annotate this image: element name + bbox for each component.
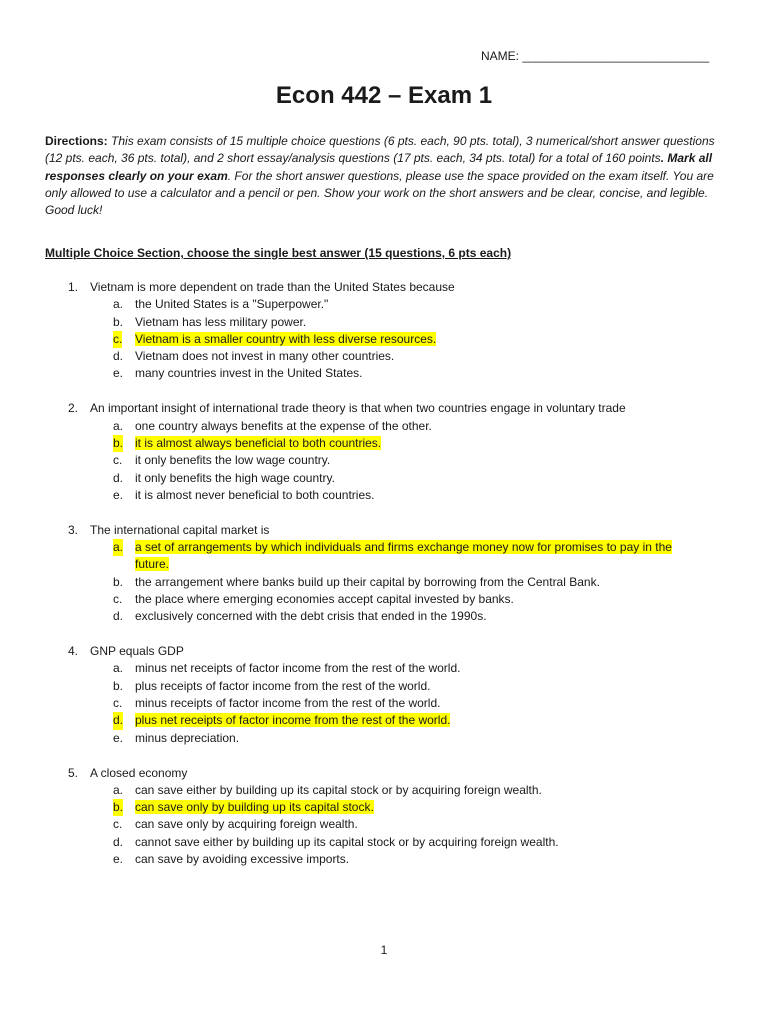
choice-letter: c. <box>113 331 122 348</box>
choice-text: minus depreciation. <box>135 730 240 745</box>
name-field-label: NAME: ____________________________ <box>481 49 710 63</box>
choice-letter: a. <box>113 297 124 312</box>
question-text: GNP equals GDP <box>90 644 184 659</box>
directions-text-1: This exam consists of 15 multiple choice questions (6 pts. each, 90 pts. total), 3 numerical/short answer questions (12 pts. each, 36 pts. total), and 2 short essay/analysis questions (17 pts. each, 34 pts. total) for a total of 160 points <box>45 134 715 166</box>
choice-letter: b. <box>113 435 123 452</box>
question-text: The international capital market is <box>90 522 270 537</box>
answer-choices <box>0 782 768 868</box>
choice-letter: d. <box>113 834 124 849</box>
choice-letter: e. <box>113 851 124 866</box>
directions-emphasis: . Mark all responses clearly on your exam <box>45 151 713 183</box>
question-text: Vietnam is more dependent on trade than the United States because <box>90 280 455 294</box>
answer-choices <box>0 418 768 504</box>
choice-text: it is almost never beneficial to both countries. <box>135 487 375 502</box>
answer-choices <box>0 660 768 746</box>
choice-text: the arrangement where banks build up their capital by borrowing from the Central Bank. <box>135 574 600 589</box>
answer-choice <box>0 470 768 487</box>
choice-letter: c. <box>113 696 123 711</box>
choice-text: plus receipts of factor income from the rest of the world. <box>135 678 431 693</box>
answer-choice <box>0 314 768 331</box>
choice-letter: e. <box>113 730 124 745</box>
question-3 <box>0 522 768 626</box>
answer-choice <box>0 574 768 591</box>
directions-label: Directions: <box>45 134 108 148</box>
choice-text: one country always benefits at the expense of the other. <box>135 418 432 433</box>
choice-text: many countries invest in the United States. <box>135 366 363 381</box>
answer-choice <box>0 418 768 435</box>
question-text: A closed economy <box>90 765 188 780</box>
answer-choice <box>0 695 768 712</box>
question-stem <box>0 279 768 296</box>
answer-choice <box>0 730 768 747</box>
exam-title: Econ 442 – Exam 1 <box>275 82 493 109</box>
choice-text: minus net receipts of factor income from the rest of the world. <box>135 661 461 676</box>
answer-choice-highlighted <box>0 331 768 348</box>
section-heading: Multiple Choice Section, choose the single best answer (15 questions, 6 pts each) <box>45 246 512 260</box>
choice-letter: e. <box>113 487 124 502</box>
question-stem <box>0 522 768 539</box>
choice-text: Vietnam has less military power. <box>135 314 307 329</box>
choice-letter: a. <box>113 661 124 676</box>
choice-text: cannot save either by building up its capital stock or by acquiring foreign wealth. <box>135 834 559 849</box>
question-2 <box>0 400 768 504</box>
answer-choice <box>0 834 768 851</box>
choice-letter: c. <box>113 453 123 468</box>
question-stem <box>0 643 768 660</box>
answer-choice <box>0 782 768 799</box>
question-number: 4. <box>68 644 79 659</box>
question-5 <box>0 765 768 869</box>
answer-choice-highlighted <box>0 799 768 816</box>
answer-choice <box>0 365 768 382</box>
answer-choice <box>0 296 768 313</box>
question-number: 2. <box>68 401 79 416</box>
choice-text: a set of arrangements by which individuals and firms exchange money now for promises to pay in the future. <box>135 540 672 572</box>
choice-text: plus net receipts of factor income from the rest of the world. <box>135 713 451 728</box>
choice-letter: c. <box>113 591 123 606</box>
question-stem <box>0 400 768 417</box>
question-1 <box>0 279 768 383</box>
choice-letter: d. <box>113 712 123 729</box>
answer-choice <box>0 608 768 625</box>
answer-choice <box>0 348 768 365</box>
question-text: An important insight of international trade theory is that when two countries engage in voluntary trade <box>90 401 626 416</box>
question-number: 1. <box>68 280 79 294</box>
page-number: 1 <box>380 943 388 957</box>
choice-letter: d. <box>113 470 124 485</box>
choice-text: exclusively concerned with the debt crisis that ended in the 1990s. <box>135 609 487 624</box>
choice-letter: b. <box>113 799 123 816</box>
answer-choice <box>0 816 768 833</box>
answer-choice <box>0 660 768 677</box>
choice-text: it is almost always beneficial to both countries. <box>135 435 382 450</box>
answer-choice <box>0 678 768 695</box>
choice-text: the place where emerging economies accept capital invested by banks. <box>135 591 514 606</box>
choice-text: Vietnam is a smaller country with less diverse resources. <box>135 331 437 346</box>
choice-letter: b. <box>113 574 124 589</box>
directions-text-2: . For the short answer questions, please use the space provided on the exam itself. You are only allowed to use a calculator and a pencil or pen. Show your work on the short answers and be clear, concise, and legible. Good luck! <box>45 168 714 218</box>
question-list <box>0 279 768 886</box>
choice-letter: c. <box>113 817 123 832</box>
answer-choice <box>0 591 768 608</box>
choice-text: it only benefits the low wage country. <box>135 453 331 468</box>
question-number: 3. <box>68 522 79 537</box>
directions-paragraph <box>45 133 725 219</box>
answer-choice-highlighted <box>0 712 768 729</box>
choice-letter: d. <box>113 609 124 624</box>
choice-letter: d. <box>113 349 124 364</box>
choice-text: Vietnam does not invest in many other countries. <box>135 349 395 364</box>
question-number: 5. <box>68 765 79 780</box>
answer-choice-highlighted <box>0 539 768 574</box>
choice-text: can save only by building up its capital stock. <box>135 800 374 815</box>
choice-letter: b. <box>113 314 124 329</box>
choice-letter: a. <box>113 418 124 433</box>
choice-text: the United States is a "Superpower." <box>135 297 329 312</box>
answer-choices <box>0 296 768 382</box>
choice-letter: a. <box>113 539 123 556</box>
choice-letter: e. <box>113 366 124 381</box>
choice-text: can save either by building up its capital stock or by acquiring foreign wealth. <box>135 782 542 797</box>
question-4 <box>0 643 768 747</box>
choice-letter: b. <box>113 678 124 693</box>
choice-text: can save by avoiding excessive imports. <box>135 851 350 866</box>
answer-choices <box>0 539 768 625</box>
choice-text: minus receipts of factor income from the rest of the world. <box>135 696 441 711</box>
choice-text: can save only by acquiring foreign wealth. <box>135 817 358 832</box>
choice-letter: a. <box>113 782 124 797</box>
choice-text: it only benefits the high wage country. <box>135 470 335 485</box>
answer-choice <box>0 452 768 469</box>
answer-choice <box>0 487 768 504</box>
question-stem <box>0 765 768 782</box>
answer-choice <box>0 851 768 868</box>
answer-choice-highlighted <box>0 435 768 452</box>
